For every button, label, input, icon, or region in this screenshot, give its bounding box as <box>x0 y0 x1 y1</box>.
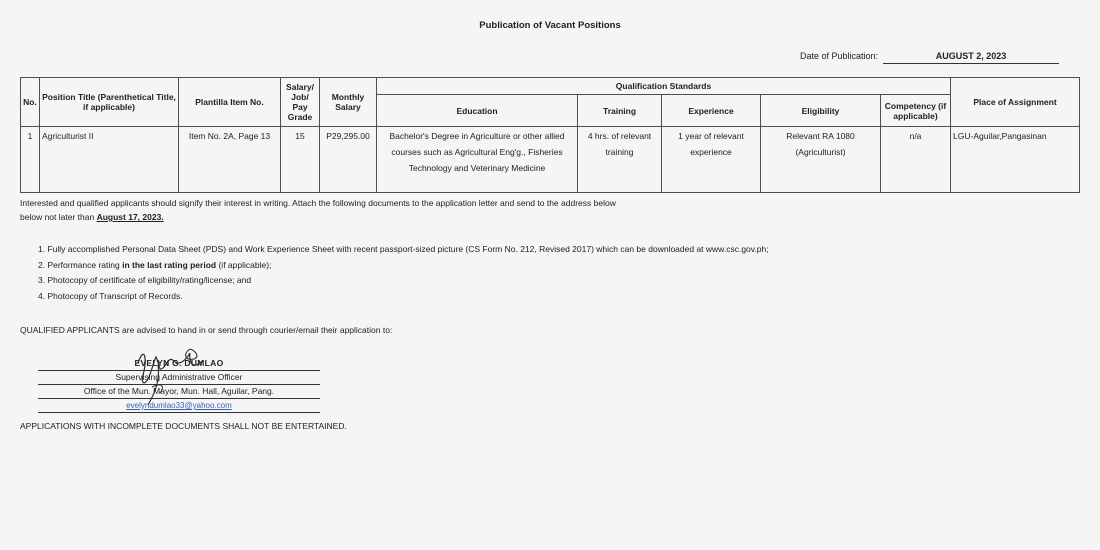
cell-education: Bachelor's Degree in Agriculture or other allied courses such as Agricultural Eng'g., Fisheries Technology and Veterinary Medicine <box>377 127 578 193</box>
header-place-of-assignment: Place of Assignment <box>951 78 1080 127</box>
contact-block <box>38 357 320 413</box>
header-education: Education <box>377 95 578 127</box>
list-item <box>38 260 769 276</box>
header-salary-grade: Salary/ Job/ Pay Grade <box>281 78 320 127</box>
header-monthly-salary: Monthly Salary <box>320 78 377 127</box>
cell-position-title: Agriculturist II <box>40 127 179 193</box>
publication-date-value: AUGUST 2, 2023 <box>883 51 1059 64</box>
header-plantilla: Plantilla Item No. <box>179 78 281 127</box>
contact-name: EVELYN G. DUMLAO <box>38 357 320 371</box>
cell-competency: n/a <box>881 127 951 193</box>
requirement-2-label: 2. Performance rating <box>38 259 120 270</box>
cell-training: 4 hrs. of relevant training <box>578 127 662 193</box>
list-item: 1. Fully accomplished Personal Data Sheet (PDS) and Work Experience Sheet with recent passport-sized picture (CS Form No. 212, Revised 2017) which can be downloaded at www.csc.gov.ph; <box>38 244 769 254</box>
vacancies-table <box>20 77 1080 193</box>
cell-place-of-assignment: LGU-Aguilar,Pangasinan <box>951 127 1080 193</box>
header-qualification-standards: Qualification Standards <box>377 78 951 95</box>
deadline-date: August 17, 2023. <box>96 212 164 222</box>
cell-monthly-salary: P29,295.00 <box>320 127 377 193</box>
contact-email-link[interactable]: evelyndumlao33@yahoo.com <box>38 399 320 413</box>
cell-eligibility: Relevant RA 1080 (Agriculturist) <box>761 127 881 193</box>
contact-title: Supervising Administrative Officer <box>38 371 320 385</box>
document-title: Publication of Vacant Positions <box>479 20 621 31</box>
requirements-list <box>38 244 769 306</box>
cell-no: 1 <box>21 127 40 193</box>
table-row <box>21 127 1080 193</box>
instructions-paragraph <box>20 196 740 224</box>
header-eligibility: Eligibility <box>761 95 881 127</box>
list-item: 3. Photocopy of certificate of eligibility/rating/license; and <box>38 275 252 285</box>
header-no: No. <box>21 78 40 127</box>
cell-salary-grade: 15 <box>281 127 320 193</box>
list-item: 4. Photocopy of Transcript of Records. <box>38 290 183 301</box>
instructions-intro: Interested and qualified applicants should signify their interest in writing. Attach the following documents to the application letter and send to the address below <box>20 198 616 208</box>
header-position-title: Position Title (Parenthetical Title, if applicable) <box>40 78 179 127</box>
header-training: Training <box>578 95 662 127</box>
cell-plantilla: Item No. 2A, Page 13 <box>179 127 281 193</box>
requirement-2-tail: (if applicable); <box>218 259 272 270</box>
cell-experience: 1 year of relevant experience <box>662 127 761 193</box>
header-experience: Experience <box>662 95 761 127</box>
advise-text: QUALIFIED APPLICANTS are advised to hand in or send through courier/email their application to: <box>20 325 393 335</box>
deadline-prefix: below not later than <box>20 212 95 222</box>
header-competency: Competency (if applicable) <box>881 95 951 127</box>
publication-date-label: Date of Publication: <box>800 51 879 61</box>
requirement-2-bold: in the last rating period <box>122 259 217 270</box>
incomplete-documents-warning: APPLICATIONS WITH INCOMPLETE DOCUMENTS SHALL NOT BE ENTERTAINED. <box>20 421 347 431</box>
contact-office: Office of the Mun. Mayor, Mun. Hall, Aguilar, Pang. <box>38 385 320 399</box>
